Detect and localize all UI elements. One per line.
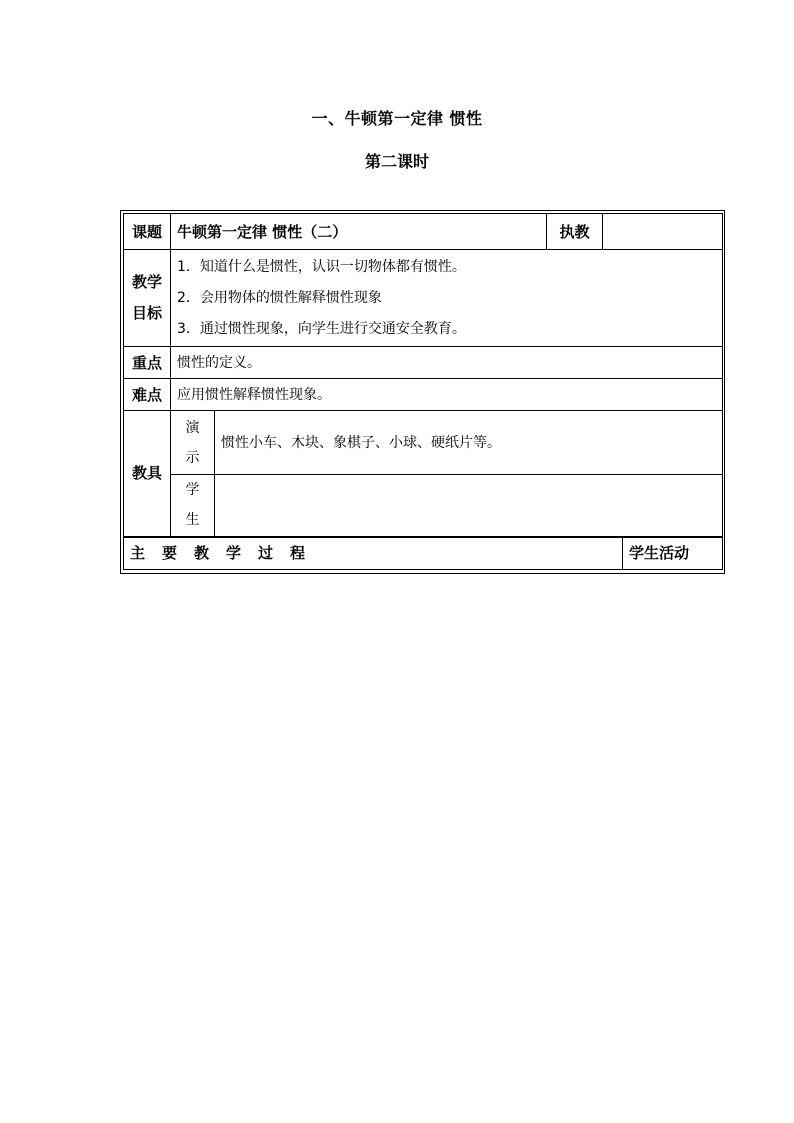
process-char-3: 教 [194,544,210,563]
table-row-process [124,537,723,570]
difficulty-label: 难点 [124,379,171,411]
demo-tools-value: 惯性小车、木块、象棋子、小球、硬纸片等。 [215,411,723,475]
demo-label-line2: 示 [185,449,200,466]
process-char-5: 过 [258,544,274,563]
table-row-key-point [124,347,723,379]
table-row-goals [124,250,723,347]
topic-label: 课题 [124,214,171,250]
goals-label-line1: 教学 [131,273,162,291]
document-subtitle: 第二课时 [364,152,429,171]
student-tools-value [215,475,723,537]
goal-item-3: 3．通过惯性现象，向学生进行交通安全教育。 [177,320,466,337]
student-activity-header: 学生活动 [623,537,723,570]
teacher-label: 执教 [547,214,603,250]
goals-label-line2: 目标 [131,304,162,322]
table-row-student-tools [124,475,723,537]
demo-label-line1: 演 [185,419,200,436]
goal-item-2: 2．会用物体的惯性解释惯性现象 [177,289,382,306]
student-label-line1: 学 [185,482,200,499]
key-point-label: 重点 [124,347,171,379]
goals-label [124,250,171,347]
process-char-4: 学 [226,544,242,563]
process-char-1: 主 [130,544,146,563]
topic-value: 牛顿第一定律 惯性（二） [171,214,547,250]
process-char-2: 要 [162,544,178,563]
teaching-process-header [124,537,623,570]
goal-item-1: 1．知道什么是惯性，认识一切物体都有惯性。 [177,258,466,275]
student-label-line2: 生 [185,512,200,529]
document-title: 一、牛顿第一定律 惯性 [311,109,483,128]
tools-label: 教具 [124,411,171,537]
difficulty-value: 应用惯性解释惯性现象。 [171,379,723,411]
teacher-value [603,214,723,250]
lesson-plan-table [123,213,723,570]
key-point-value: 惯性的定义。 [171,347,723,379]
table-row-demo-tools [124,411,723,475]
table-row-topic [124,214,723,250]
goals-list [171,250,723,347]
table-row-difficulty [124,379,723,411]
student-label [171,475,215,537]
demo-label [171,411,215,475]
process-char-6: 程 [290,544,306,563]
